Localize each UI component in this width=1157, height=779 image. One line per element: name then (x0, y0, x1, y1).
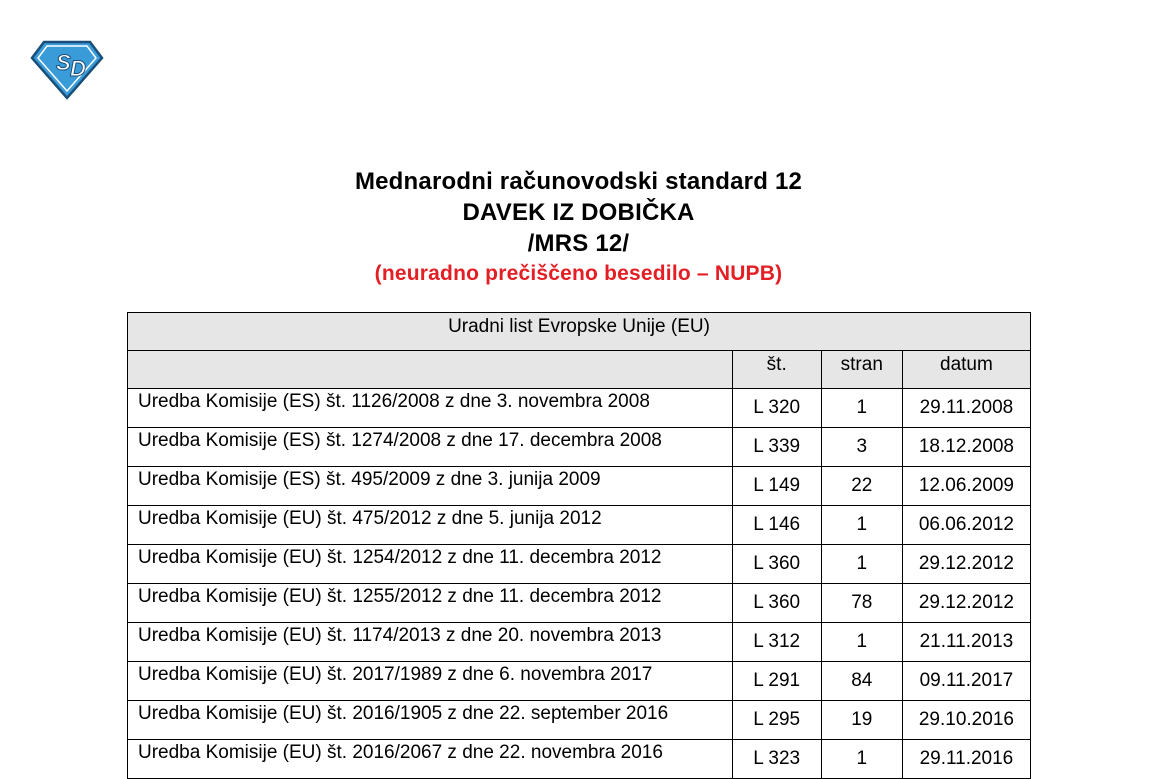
publication-date: 18.12.2008 (902, 428, 1030, 467)
title-standard-name: Mednarodni računovodski standard 12 (354, 168, 803, 195)
column-header-date: datum (902, 351, 1030, 389)
regulation-name: Uredba Komisije (EU) št. 475/2012 z dne 5. junija 2012 (128, 506, 733, 545)
sd-diamond-logo-icon (30, 40, 104, 100)
publication-date: 06.06.2012 (902, 506, 1030, 545)
page-number: 78 (821, 584, 902, 623)
table-row (128, 662, 1031, 701)
official-journal-number: L 360 (732, 545, 821, 584)
table-row (128, 623, 1031, 662)
page-number: 22 (821, 467, 902, 506)
publication-date: 21.11.2013 (902, 623, 1030, 662)
official-journal-number: L 320 (732, 389, 821, 428)
table-row (128, 701, 1031, 740)
table-row (128, 506, 1031, 545)
document-title-block (0, 166, 1157, 289)
regulation-name: Uredba Komisije (EU) št. 2017/1989 z dne 6. novembra 2017 (128, 662, 733, 701)
official-journal-number: L 323 (732, 740, 821, 779)
official-journal-number: L 312 (732, 623, 821, 662)
page-number: 1 (821, 545, 902, 584)
table-header-row (128, 351, 1031, 389)
regulation-name: Uredba Komisije (ES) št. 1274/2008 z dne 17. decembra 2008 (128, 428, 733, 467)
table-row (128, 389, 1031, 428)
publication-date: 09.11.2017 (902, 662, 1030, 701)
regulation-name: Uredba Komisije (ES) št. 495/2009 z dne 3. junija 2009 (128, 467, 733, 506)
page-number: 1 (821, 740, 902, 779)
column-header-number: št. (732, 351, 821, 389)
page-number: 1 (821, 623, 902, 662)
official-journal-number: L 146 (732, 506, 821, 545)
title-subject: DAVEK IZ DOBIČKA (462, 199, 695, 226)
official-journal-number: L 295 (732, 701, 821, 740)
table-row (128, 467, 1031, 506)
publication-date: 29.11.2008 (902, 389, 1030, 428)
official-journal-number: L 339 (732, 428, 821, 467)
publication-date: 12.06.2009 (902, 467, 1030, 506)
regulation-name: Uredba Komisije (EU) št. 2016/1905 z dne 22. september 2016 (128, 701, 733, 740)
page-number: 19 (821, 701, 902, 740)
table-row (128, 545, 1031, 584)
regulation-name: Uredba Komisije (EU) št. 1174/2013 z dne 20. novembra 2013 (128, 623, 733, 662)
table-row (128, 584, 1031, 623)
page-number: 1 (821, 389, 902, 428)
table-caption-row (128, 313, 1031, 351)
column-header-page: stran (821, 351, 902, 389)
table-row (128, 740, 1031, 779)
official-journal-number: L 360 (732, 584, 821, 623)
publication-date: 29.12.2012 (902, 545, 1030, 584)
title-note: (neuradno prečiščeno besedilo – NUPB) (374, 262, 783, 285)
page-number: 1 (821, 506, 902, 545)
regulation-name: Uredba Komisije (ES) št. 1126/2008 z dne 3. novembra 2008 (128, 389, 733, 428)
publication-date: 29.11.2016 (902, 740, 1030, 779)
regulation-name: Uredba Komisije (EU) št. 1255/2012 z dne 11. decembra 2012 (128, 584, 733, 623)
page-number: 3 (821, 428, 902, 467)
regulation-name: Uredba Komisije (EU) št. 2016/2067 z dne 22. novembra 2016 (128, 740, 733, 779)
column-header-name (128, 351, 733, 389)
publication-date: 29.10.2016 (902, 701, 1030, 740)
page-number: 84 (821, 662, 902, 701)
svg-text:D: D (70, 56, 86, 81)
regulations-table (127, 312, 1031, 779)
svg-text:S: S (56, 50, 71, 75)
official-journal-number: L 291 (732, 662, 821, 701)
table-caption: Uradni list Evropske Unije (EU) (128, 313, 1031, 351)
title-code: /MRS 12/ (527, 230, 630, 257)
table-row (128, 428, 1031, 467)
publication-date: 29.12.2012 (902, 584, 1030, 623)
regulation-name: Uredba Komisije (EU) št. 1254/2012 z dne 11. decembra 2012 (128, 545, 733, 584)
official-journal-number: L 149 (732, 467, 821, 506)
